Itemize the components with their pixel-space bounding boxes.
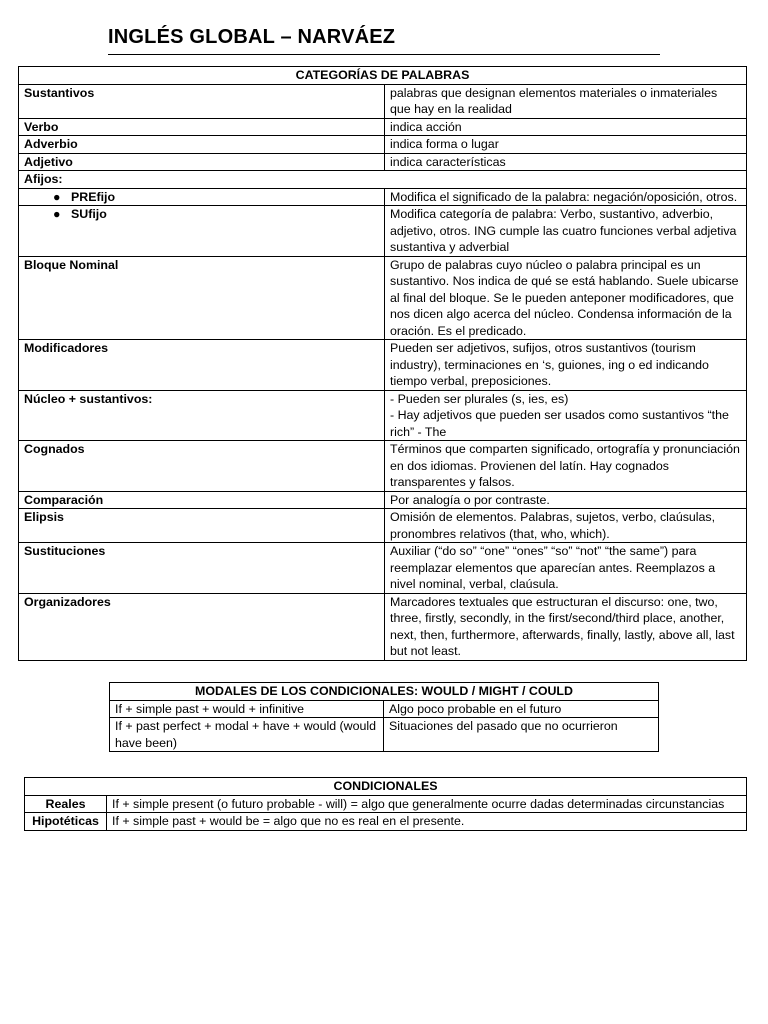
- table-row: [19, 206, 747, 257]
- definition-line: - Hay adjetivos que pueden ser usados como sustantivos “the rich” - The: [390, 408, 729, 439]
- table-row: [19, 153, 747, 171]
- bullet-term-cell: [19, 188, 385, 206]
- table-row: [110, 718, 659, 752]
- table-header: CATEGORÍAS DE PALABRAS: [19, 67, 747, 85]
- definition-cell: indica forma o lugar: [385, 136, 747, 154]
- word-categories-table: [18, 66, 747, 661]
- term-cell: Afijos:: [19, 171, 747, 189]
- term-cell: Organizadores: [19, 593, 385, 660]
- table-row: [19, 84, 747, 118]
- term-label: SUfijo: [71, 207, 107, 221]
- meaning-cell: Algo poco probable en el futuro: [384, 700, 659, 718]
- term-label: PREfijo: [71, 189, 116, 204]
- table-row: [19, 593, 747, 660]
- table-header: CONDICIONALES: [25, 778, 747, 796]
- table-row: [19, 118, 747, 136]
- term-cell: Núcleo + sustantivos:: [19, 390, 385, 441]
- definition-cell: [385, 390, 747, 441]
- definition-cell: Términos que comparten significado, ortografía y pronunciación en dos idiomas. Provienen del latín. Hay cognados transparentes y falsos.: [385, 441, 747, 492]
- term-cell: Comparación: [19, 491, 385, 509]
- table-row: [19, 340, 747, 391]
- table-row: [19, 543, 747, 594]
- term-cell: Bloque Nominal: [19, 256, 385, 340]
- table-row: [25, 795, 747, 813]
- definition-cell: Pueden ser adjetivos, sufijos, otros sustantivos (tourism industry), terminaciones en ‘s, guiones, ing o ed indicando tiempo verbal, preposiciones.: [385, 340, 747, 391]
- definition-cell: Grupo de palabras cuyo núcleo o palabra principal es un sustantivo. Nos indica de qué se está hablando. Suele ubicarse al final del bloque. Se le pueden anteponer modificadores, que nos dicen algo acerca del núcleo. Condensa información de la oración. Es el predicado.: [385, 256, 747, 340]
- table-row: [19, 509, 747, 543]
- definition-cell: Auxiliar (“do so” “one” “ones” “so” “not” “the same”) para reemplazar elementos que aparecían antes. Reemplazos a nivel nominal, verbal, claúsula.: [385, 543, 747, 594]
- table-row: [19, 390, 747, 441]
- table-row: [19, 188, 747, 206]
- bullet-icon: ●: [53, 189, 61, 204]
- description-cell: If + simple present (o futuro probable - will) = algo que generalmente ocurre dadas determinadas circunstancias: [107, 795, 747, 813]
- definition-cell: palabras que designan elementos materiales o inmateriales que hay en la realidad: [385, 84, 747, 118]
- term-cell: Cognados: [19, 441, 385, 492]
- form-cell: If + past perfect + modal + have + would (would have been): [110, 718, 384, 752]
- table-header: MODALES DE LOS CONDICIONALES: WOULD / MIGHT / COULD: [110, 683, 659, 701]
- term-cell: Verbo: [19, 118, 385, 136]
- type-cell: Hipotéticas: [25, 813, 107, 831]
- term-cell: Elipsis: [19, 509, 385, 543]
- table-row: [19, 171, 747, 189]
- form-cell: If + simple past + would + infinitive: [110, 700, 384, 718]
- definition-cell: Omisión de elementos. Palabras, sujetos, verbo, claúsulas, pronombres relativos (that, who, which).: [385, 509, 747, 543]
- conditionals-table: [24, 777, 747, 831]
- table-row: [19, 256, 747, 340]
- term-cell: Adverbio: [19, 136, 385, 154]
- term-cell: Modificadores: [19, 340, 385, 391]
- definition-cell: indica características: [385, 153, 747, 171]
- table-row: [19, 136, 747, 154]
- conditional-modals-table: [109, 682, 659, 752]
- table-row: [19, 491, 747, 509]
- table-row: [110, 700, 659, 718]
- table-row: [25, 813, 747, 831]
- meaning-cell: Situaciones del pasado que no ocurrieron: [384, 718, 659, 752]
- bullet-icon: ●: [53, 207, 61, 221]
- definition-cell: Modifica categoría de palabra: Verbo, sustantivo, adverbio, adjetivo, otros. ING cumple las cuatro funciones verbal adjetiva sustantiva y adverbial: [385, 206, 747, 257]
- term-cell: Sustantivos: [19, 84, 385, 118]
- term-cell: Sustituciones: [19, 543, 385, 594]
- definition-line: - Pueden ser plurales (s, ies, es): [390, 391, 569, 406]
- definition-cell: Marcadores textuales que estructuran el discurso: one, two, three, firstly, secondly, in the first/second/third place, another, next, then, furthermore, afterwards, finally, lastly, above all, last but not least.: [385, 593, 747, 660]
- description-cell: If + simple past + would be = algo que no es real en el presente.: [107, 813, 747, 831]
- bullet-term-cell: [19, 206, 385, 257]
- type-cell: Reales: [25, 795, 107, 813]
- definition-cell: Modifica el significado de la palabra: negación/oposición, otros.: [385, 188, 747, 206]
- definition-cell: indica acción: [385, 118, 747, 136]
- table-row: [19, 441, 747, 492]
- term-cell: Adjetivo: [19, 153, 385, 171]
- definition-cell: Por analogía o por contraste.: [385, 491, 747, 509]
- document-title: INGLÉS GLOBAL – NARVÁEZ: [108, 26, 660, 55]
